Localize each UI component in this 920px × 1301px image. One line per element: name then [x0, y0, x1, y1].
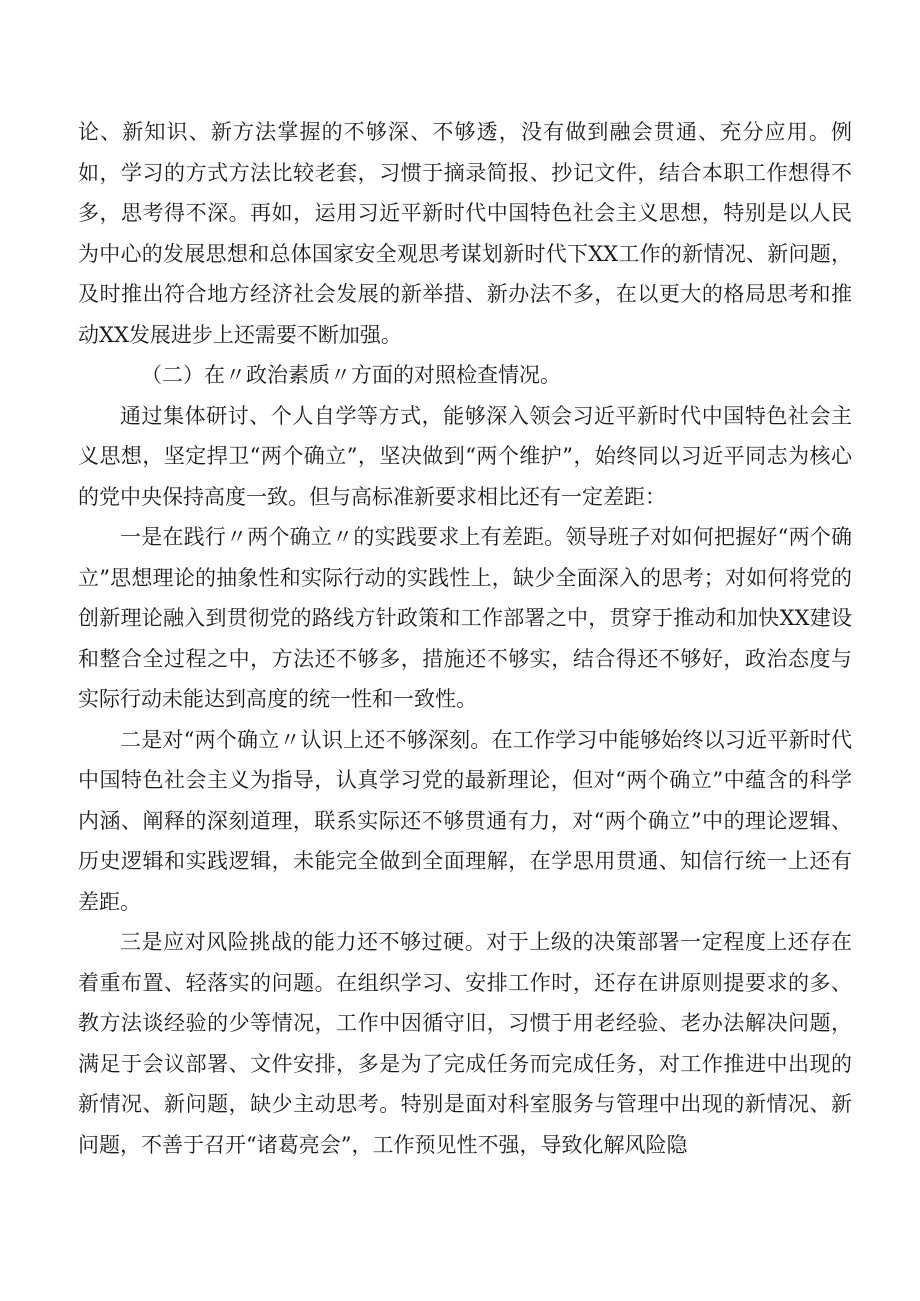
- document-body: [78, 112, 852, 1165]
- paragraph-risk-capability: 三是应对风险挑战的能力还不够过硬。对于上级的决策部署一定程度上还存在着重布置、轻落实的问题。在组织学习、安排工作时，还存在讲原则提要求的多、教方法谈经验的少等情况，工作中因循守旧，习惯于用老经验、老办法解决问题，满足于会议部署、文件安排，多是为了完成任务而完成任务，对工作推进中出现的新情况、新问题，缺少主动思考。特别是面对科室服务与管理中出现的新情况、新问题，不善于召开“诸葛亮会”，工作预见性不强，导致化解风险隐: [78, 930, 852, 1157]
- paragraph-practice-gap: 一是在践行〃两个确立〃的实践要求上有差距。领导班子对如何把握好“两个确立”思想理论的抽象性和实际行动的实践性上，缺少全面深入的思考；对如何将党的创新理论融入到贯彻党的路线方针政策和工作部署之中，贯穿于推动和加快XX建设和整合全过程之中，方法还不够多，措施还不够实，结合得还不够好，政治态度与实际行动未能达到高度的统一性和一致性。: [78, 525, 852, 711]
- paragraph-study-methods: 论、新知识、新方法掌握的不够深、不够透，没有做到融会贯通、充分应用。例如，学习的方式方法比较老套，习惯于摘录简报、抄记文件，结合本职工作想得不多，思考得不深。再如，运用习近平新时代中国特色社会主义思想，特别是以人民为中心的发展思想和总体国家安全观思考谋划新时代下XX工作的新情况、新问题，及时推出符合地方经济社会发展的新举措、新办法不多，在以更大的格局思考和推动XX发展进步上还需要不断加强。: [78, 120, 852, 347]
- paragraph-understanding-gap: 二是对“两个确立〃认识上还不够深刻。在工作学习中能够始终以习近平新时代中国特色社会主义为指导，认真学习党的最新理论，但对“两个确立”中蕴含的科学内涵、阐释的深刻道理，联系实际还不够贯通有力，对“两个确立”中的理论逻辑、历史逻辑和实践逻辑，未能完全做到全面理解，在学思用贯通、知信行统一上还有差距。: [78, 727, 852, 914]
- paragraph-collective-study: 通过集体研讨、个人自学等方式，能够深入领会习近平新时代中国特色社会主义思想，坚定捍卫“两个确立”，坚决做到“两个维护”，始终同以习近平同志为核心的党中央保持高度一致。但与高标准新要求相比还有一定差距：: [78, 403, 852, 509]
- section-heading-political-quality: （二）在〃政治素质〃方面的对照检查情况。: [141, 363, 561, 387]
